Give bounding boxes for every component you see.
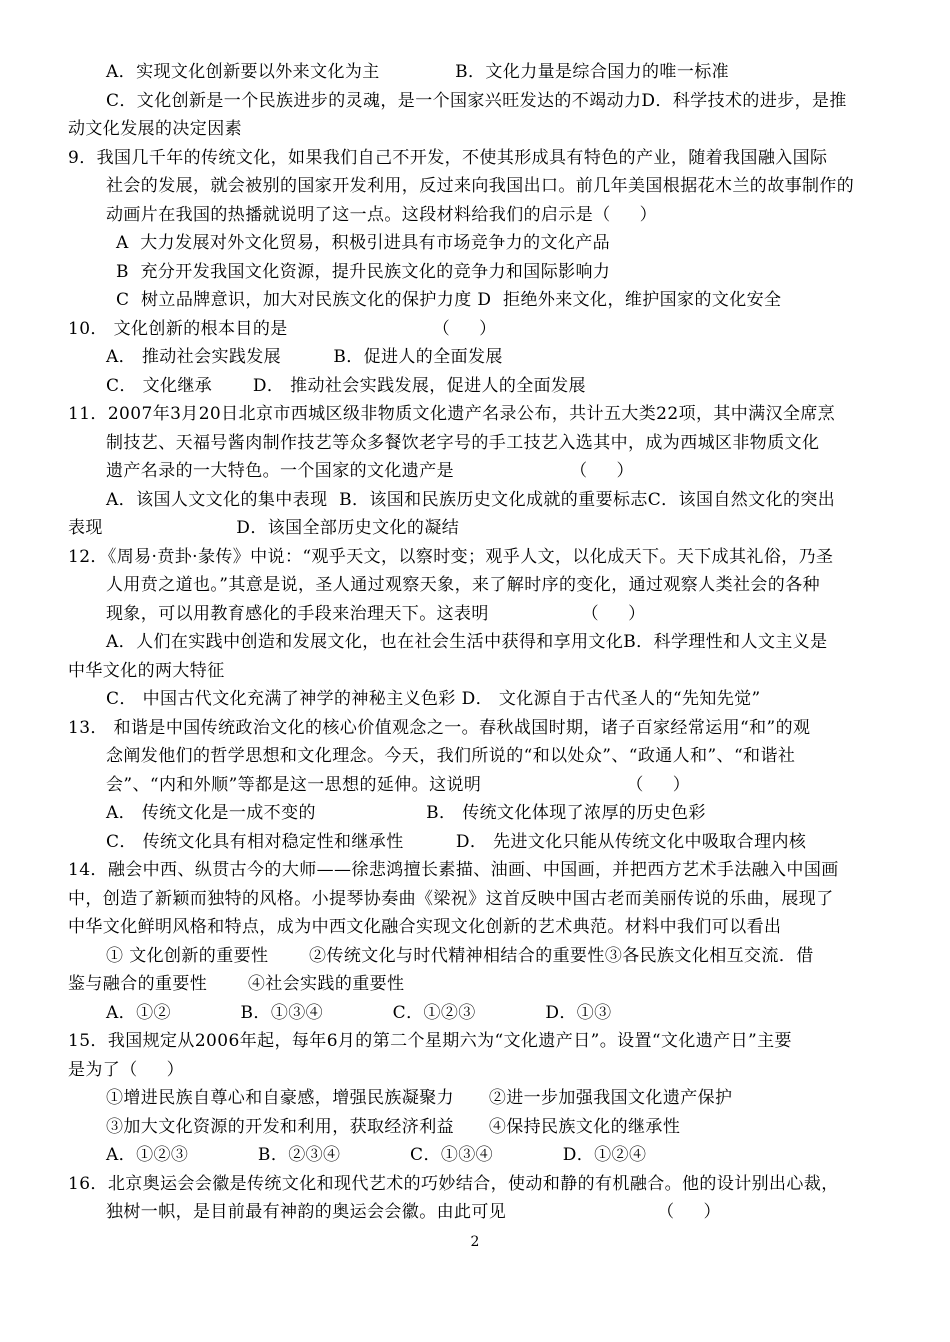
text-line: 14．融会中西、纵贯古今的大师——徐悲鸿擅长素描、油画、中国画，并把西方艺术手法融入中国画 [68,860,839,880]
text-line: A 大力发展对外文化贸易，积极引进具有市场竞争力的文化产品 [116,233,611,253]
text-line: C． 文化继承 D． 推动社会实践发展，促进人的全面发展 [106,376,586,396]
text-line: C．文化创新是一个民族进步的灵魂，是一个国家兴旺发达的不竭动力D．科学技术的进步，是推 [106,91,847,111]
text-line: 13． 和谐是中国传统政治文化的核心价值观念之一。春秋战国时期，诸子百家经常运用“和”的观 [68,718,811,738]
text-line: ③加大文化资源的开发和利用，获取经济利益 ④保持民族文化的继承性 [106,1117,681,1137]
text-line: C． 传统文化具有相对稳定性和继承性 D． 先进文化只能从传统文化中吸取合理内核 [106,832,807,852]
text-line: 11．2007年3月20日北京市西城区级非物质文化遗产名录公布，共计五大类22项，其中满汉全席烹 [68,404,836,424]
text-line: 中华文化的两大特征 [68,661,225,681]
text-line: 中华文化鲜明风格和特点，成为中西文化融合实现文化创新的艺术典范。材料中我们可以看出 [68,917,782,937]
text-line: 动画片在我国的热播就说明了这一点。这段材料给我们的启示是（ ） [106,205,658,225]
text-line: C 树立品牌意识，加大对民族文化的保护力度 D 拒绝外来文化，维护国家的文化安全 [116,290,782,310]
text-line: ①增进民族自尊心和自豪感，增强民族凝聚力 ②进一步加强我国文化遗产保护 [106,1088,733,1108]
text-line: 16．北京奥运会会徽是传统文化和现代艺术的巧妙结合，使动和静的有机融合。他的设计别出心裁， [68,1174,839,1194]
text-line: 表现 D．该国全部历史文化的凝结 [68,518,460,538]
text-line: 社会的发展，就会被别的国家开发利用，反过来向我国出口。前几年美国根据花木兰的故事制作的 [106,176,855,196]
text-line: 中，创造了新颖而独特的风格。小提琴协奏曲《梁祝》这首反映中国古老而美丽传说的乐曲，展现了 [68,889,834,909]
text-line: A．①② B．①③④ C．①②③ D．①③ [106,1003,612,1023]
text-line: 念阐发他们的哲学思想和文化理念。今天，我们所说的“和以处众”、“政通人和”、“和谐社 [106,746,796,766]
text-line: A． 传统文化是一成不变的 B． 传统文化体现了浓厚的历史色彩 [106,803,706,823]
text-line: 15．我国规定从2006年起，每年6月的第二个星期六为“文化遗产日”。设置“文化遗产日”主要 [68,1031,792,1051]
text-line: 独树一帜，是目前最有神韵的奥运会会徽。由此可见 （ ） [106,1202,721,1222]
text-line: 人用贲之道也。”其意是说，圣人通过观察天象，来了解时序的变化，通过观察人类社会的各种 [106,575,820,595]
text-line: 制技艺、天福号酱肉制作技艺等众多餐饮老字号的手工技艺入选其中，成为西城区非物质文化 [106,433,820,453]
text-line: 遗产名录的一大特色。一个国家的文化遗产是 （ ） [106,461,634,481]
text-line: 9．我国几千年的传统文化，如果我们自己不开发，不使其形成具有特色的产业，随着我国融入国际 [68,148,828,168]
text-line: A．该国人文文化的集中表现 B．该国和民族历史文化成就的重要标志C．该国自然文化的突出 [106,490,836,510]
page-number: 2 [470,1234,480,1250]
text-line: 10． 文化创新的根本目的是 （ ） [68,319,497,339]
text-line: ① 文化创新的重要性 ②传统文化与时代精神相结合的重要性③各民族文化相互交流．借 [106,946,814,966]
text-line: B 充分开发我国文化资源，提升民族文化的竞争力和国际影响力 [116,262,611,282]
text-line: A．①②③ B．②③④ C．①③④ D．①②④ [106,1145,647,1165]
text-line: C． 中国古代文化充满了神学的神秘主义色彩 D． 文化源自于古代圣人的“先知先觉” [106,689,761,709]
text-line: 现象，可以用教育感化的手段来治理天下。这表明 （ ） [106,604,646,624]
text-line: 鉴与融合的重要性 ④社会实践的重要性 [68,974,405,994]
text-line: A．人们在实践中创造和发展文化，也在社会生活中获得和享用文化B．科学理性和人文主义是 [106,632,828,652]
text-line: A． 推动社会实践发展 B．促进人的全面发展 [106,347,503,367]
text-line: A．实现文化创新要以外来文化为主 B．文化力量是综合国力的唯一标准 [106,62,730,82]
text-line: 动文化发展的决定因素 [68,119,242,139]
text-line: 会”、“内和外顺”等都是这一思想的延伸。这说明 （ ） [106,775,691,795]
text-line: 是为了（ ） [68,1060,185,1080]
text-line: 12．《周易·贲卦·彖传》中说：“观乎天文，以察时变；观乎人文，以化成天下。天下成其礼俗，乃圣 [68,547,834,567]
